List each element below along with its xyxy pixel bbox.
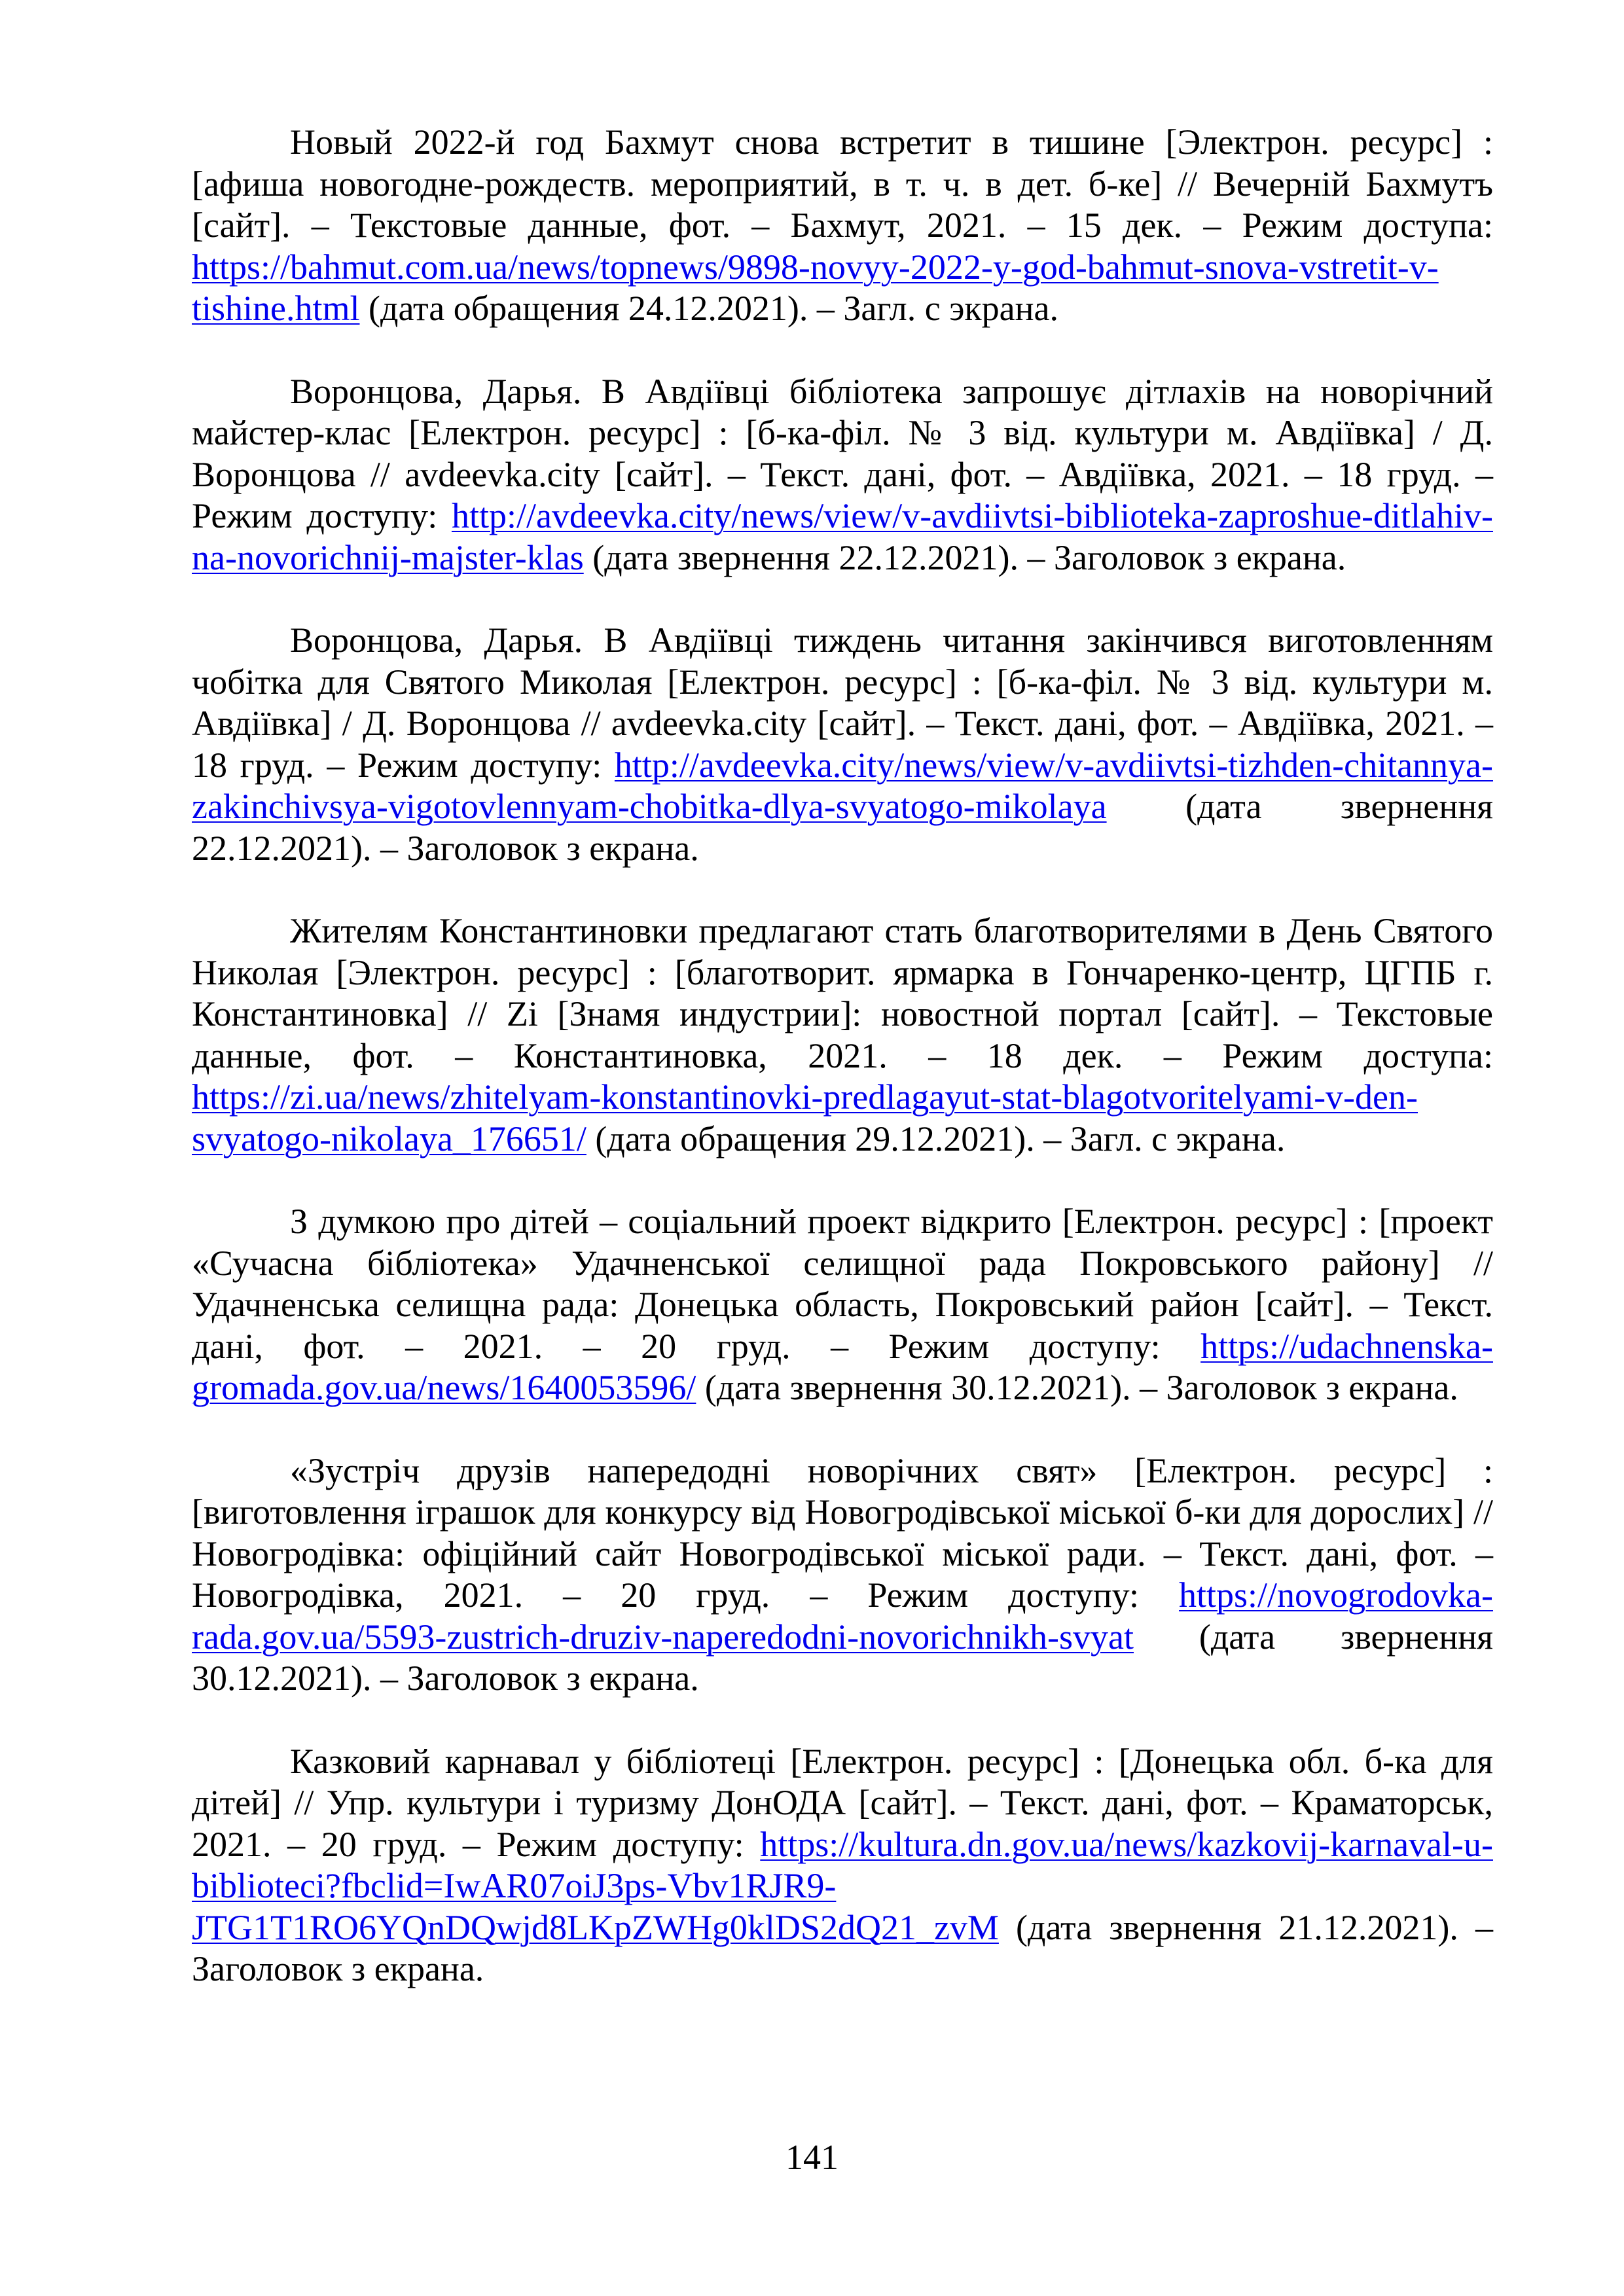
bibliography-entry — [192, 371, 1493, 579]
entry-text: Жителям Константиновки предлагают стать благотворителями в День Святого Николая [Электрон. ресурс] : [благотворит. ярмарка в Гончаренко-центр, ЦГПБ г. Константиновка] // Zi [Знамя индустрии]: новостной портал [сайт]. – Текстовые данные, фот. – Константиновка, 2021. – 18 дек. – Режим доступа: — [192, 911, 1493, 1075]
entry-link[interactable]: https://zi.ua/news/zhitelyam-konstantinovki-predlagayut-stat-blagotvoritelyami-v-den-svyatogo-nikolaya_176651/ — [192, 1077, 1418, 1158]
page-number: 141 — [785, 2138, 839, 2177]
entry-link[interactable]: http://avdeevka.city/news/view/v-avdiivtsi-biblioteka-zaproshue-ditlahiv-na-novorichnij-majster-klas — [192, 496, 1493, 577]
bibliography-entry — [192, 910, 1493, 1160]
entry-text: Казковий карнавал у бібліотеці [Електрон. ресурс] : [Донецька обл. б-ка для дітей] // Упр. культури і туризму ДонОДА [сайт]. – Текст. дані, фот. – Краматорськ, 2021. – 20 груд. – Режим доступу: — [192, 1741, 1493, 1864]
entry-text: «Зустріч друзів напередодні новорічних свят» [Електрон. ресурс] : [виготовлення іграшок для конкурсу від Новогродівської міської б-ки для дорослих] // Новогродівка: офіційний сайт Новогродівської міської ради. – Текст. дані, фот. – Новогродівка, 2021. – 20 груд. – Режим доступу: — [192, 1450, 1493, 1615]
entry-text: Воронцова, Дарья. В Авдіївці бібліотека запрошує дітлахів на новорічний майстер-клас [Електрон. ресурс] : [б-ка-філ. № 3 від. культури м. Авдіївка] / Д. Воронцова // avdeevka.city [сайт]. – Текст. дані, фот. – Авдіївка, 2021. – 18 груд. – Режим доступу: — [192, 371, 1493, 535]
entry-text-end: (дата звернення 30.12.2021). – Заголовок з екрана. — [696, 1368, 1458, 1407]
entry-text-end: (дата звернення 22.12.2021). – Заголовок з екрана. — [192, 787, 1493, 868]
entry-text-end: (дата обращения 29.12.2021). – Загл. с экрана. — [586, 1119, 1286, 1158]
bibliography-entry — [192, 1450, 1493, 1700]
entry-link[interactable]: https://novogrodovka-rada.gov.ua/5593-zustrich-druziv-naperedodni-novorichnikh-svyat — [192, 1575, 1493, 1657]
entry-text: З думкою про дітей – соціальний проект відкрито [Електрон. ресурс] : [проект «Сучасна бібліотека» Удачненської селищної рада Покровського району] // Удачненська селищна рада: Донецька область, Покровський район [сайт]. – Текст. дані, фот. – 2021. – 20 груд. – Режим доступу: — [192, 1202, 1493, 1366]
entry-text-end: (дата звернення 30.12.2021). – Заголовок з екрана. — [192, 1617, 1493, 1698]
entry-link[interactable]: https://bahmut.com.ua/news/topnews/9898-novyy-2022-y-god-bahmut-snova-vstretit-v-tishine.html — [192, 247, 1439, 328]
entry-text: Новый 2022-й год Бахмут снова встретит в тишине [Электрон. ресурс] : [афиша новогодне-рождеств. мероприятий, в т. ч. в дет. б-ке] // Вечерній Бахмутъ [сайт]. – Текстовые данные, фот. – Бахмут, 2021. – 15 дек. – Режим доступа: — [192, 122, 1493, 245]
bibliography-entry — [192, 620, 1493, 869]
bibliography-entry — [192, 1741, 1493, 1990]
entry-text: Воронцова, Дарья. В Авдіївці тиждень читання закінчився виготовленням чобітка для Святого Миколая [Електрон. ресурс] : [б-ка-філ. № 3 від. культури м. Авдіївка] / Д. Воронцова // avdeevka.city [сайт]. – Текст. дані, фот. – Авдіївка, 2021. – 18 груд. – Режим доступу: — [192, 620, 1493, 785]
bibliography-entry — [192, 1201, 1493, 1409]
entry-link[interactable]: http://avdeevka.city/news/view/v-avdiivtsi-tizhden-chitannya-zakinchivsya-vigotovlennyam-chobitka-dlya-svyatogo-mikolaya — [192, 745, 1493, 826]
bibliography-list — [192, 122, 1493, 2032]
entry-text-end: (дата звернення 21.12.2021). – Заголовок з екрана. — [192, 1907, 1493, 1988]
entry-link[interactable]: https://kultura.dn.gov.ua/news/kazkovij-karnaval-u-biblioteci?fbclid=IwAR07oiJ3ps-Vbv1RJR9-JTG1T1RO6YQnDQwjd8LKpZWHg0klDS2dQ21_zvM — [192, 1824, 1493, 1947]
entry-text-end: (дата обращения 24.12.2021). – Загл. с экрана. — [359, 289, 1058, 328]
bibliography-entry — [192, 122, 1493, 330]
entry-link[interactable]: https://udachnenska-gromada.gov.ua/news/1640053596/ — [192, 1326, 1493, 1407]
entry-text-end: (дата звернення 22.12.2021). – Заголовок з екрана. — [583, 537, 1346, 577]
